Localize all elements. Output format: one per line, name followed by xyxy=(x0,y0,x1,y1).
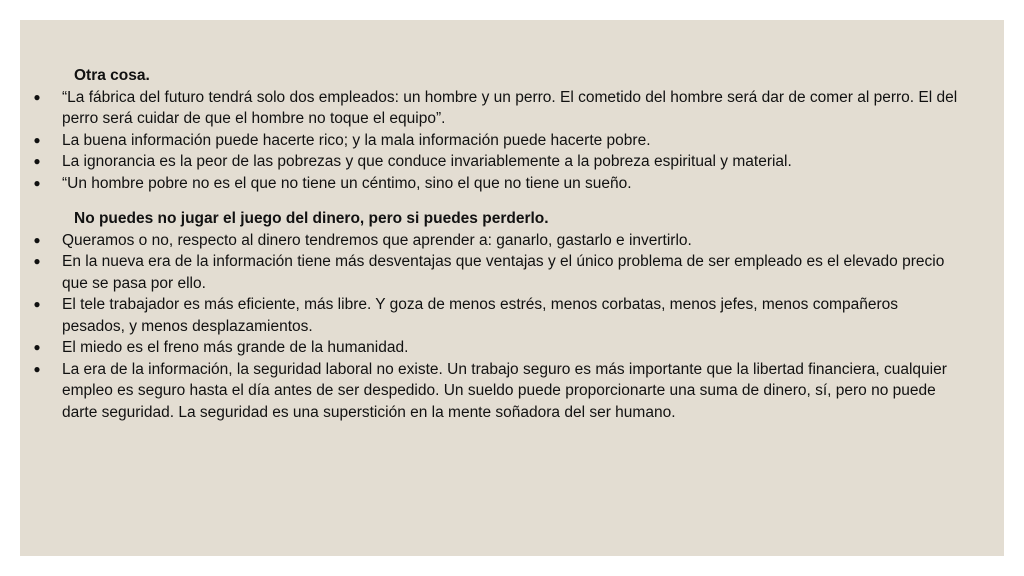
list-item: ● La buena información puede hacerte rico; y la mala información puede hacerte pobre. xyxy=(52,130,962,152)
bullet-list-otra-cosa xyxy=(33,87,962,195)
list-item: ● Queramos o no, respecto al dinero tendremos que aprender a: ganarlo, gastarlo e invertirlo. xyxy=(52,230,962,252)
bullet-icon: ● xyxy=(33,89,41,104)
list-item: ● La era de la información, la seguridad laboral no existe. Un trabajo seguro es más importante que la libertad financiera, cualquier empleo es seguro hasta el día antes de ser despedido. Un sueldo puede proporcionarte una suma de dinero, sí, pero no puede darte seguridad. La seguridad es una superstición en la mente soñadora del ser humano. xyxy=(33,360,947,421)
list-item: ● El tele trabajador es más eficiente, más libre. Y goza de menos estrés, menos corbatas, menos jefes, menos compañeros pesados, y menos desplazamientos. xyxy=(33,296,898,335)
bullet-icon: ● xyxy=(33,154,41,168)
list-item: ● El miedo es el freno más grande de la humanidad. xyxy=(52,337,962,359)
list-item: ● En la nueva era de la información tiene más desventajas que ventajas y el único problema de ser empleado es el elevado precio que se pasa por ello. xyxy=(33,253,945,292)
list-item: ● “La fábrica del futuro tendrá solo dos empleados: un hombre y un perro. El cometido del hombre será dar de comer al perro. El del perro será cuidar de que el hombre no toque el equipo”. xyxy=(33,88,958,127)
bullet-icon: ● xyxy=(33,340,41,354)
section-heading-otra-cosa: Otra cosa. xyxy=(74,67,150,84)
section-heading-juego-del-dinero: No puedes no jugar el juego del dinero, pero si puedes perderlo. xyxy=(74,210,549,227)
bullet-icon: ● xyxy=(33,361,41,376)
list-item: ● “Un hombre pobre no es el que no tiene un céntimo, sino el que no tiene un sueño. xyxy=(52,173,962,195)
bullet-icon: ● xyxy=(33,254,41,268)
slide xyxy=(20,20,1004,556)
bullet-icon: ● xyxy=(33,175,41,190)
bullet-icon: ● xyxy=(33,132,41,147)
slide-content xyxy=(33,65,962,423)
bullet-list-juego-del-dinero xyxy=(33,230,962,424)
bullet-icon: ● xyxy=(33,297,41,311)
list-item: ● La ignorancia es la peor de las pobrezas y que conduce invariablemente a la pobreza espiritual y material. xyxy=(52,151,962,173)
bullet-icon: ● xyxy=(33,232,41,247)
